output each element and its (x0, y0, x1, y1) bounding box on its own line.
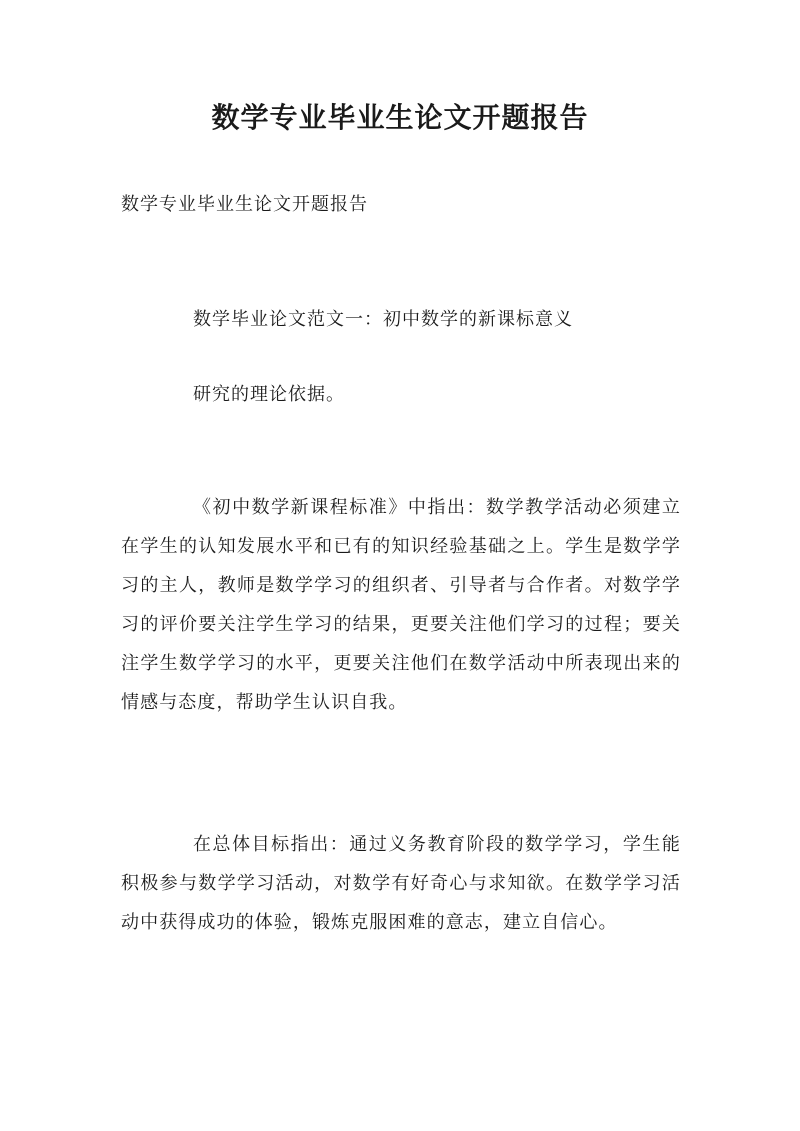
body-paragraph-1: 《初中数学新课程标准》中指出：数学教学活动必须建立在学生的认知发展水平和已有的知识经验基础之上。学生是数学学习的主人，教师是数学学习的组织者、引导者与合作者。对数学学习的评价要关注学生学习的结果，更要关注他们学习的过程；要关注学生数学学习的水平，更要关注他们在数学活动中所表现出来的情感与态度，帮助学生认识自我。 (121, 497, 681, 713)
document-title: 数学专业毕业生论文开题报告 (211, 101, 589, 134)
document-subtitle: 数学专业毕业生论文开题报告 (121, 194, 368, 215)
section-heading-line-2: 研究的理论依据。 (193, 384, 345, 405)
section-heading-line-1: 数学毕业论文范文一：初中数学的新课标意义 (193, 309, 573, 330)
body-paragraph-2: 在总体目标指出：通过义务教育阶段的数学学习，学生能积极参与数学学习活动，对数学有好奇心与求知欲。在数学学习活动中获得成功的体验，锻炼克服困难的意志，建立自信心。 (121, 834, 681, 933)
